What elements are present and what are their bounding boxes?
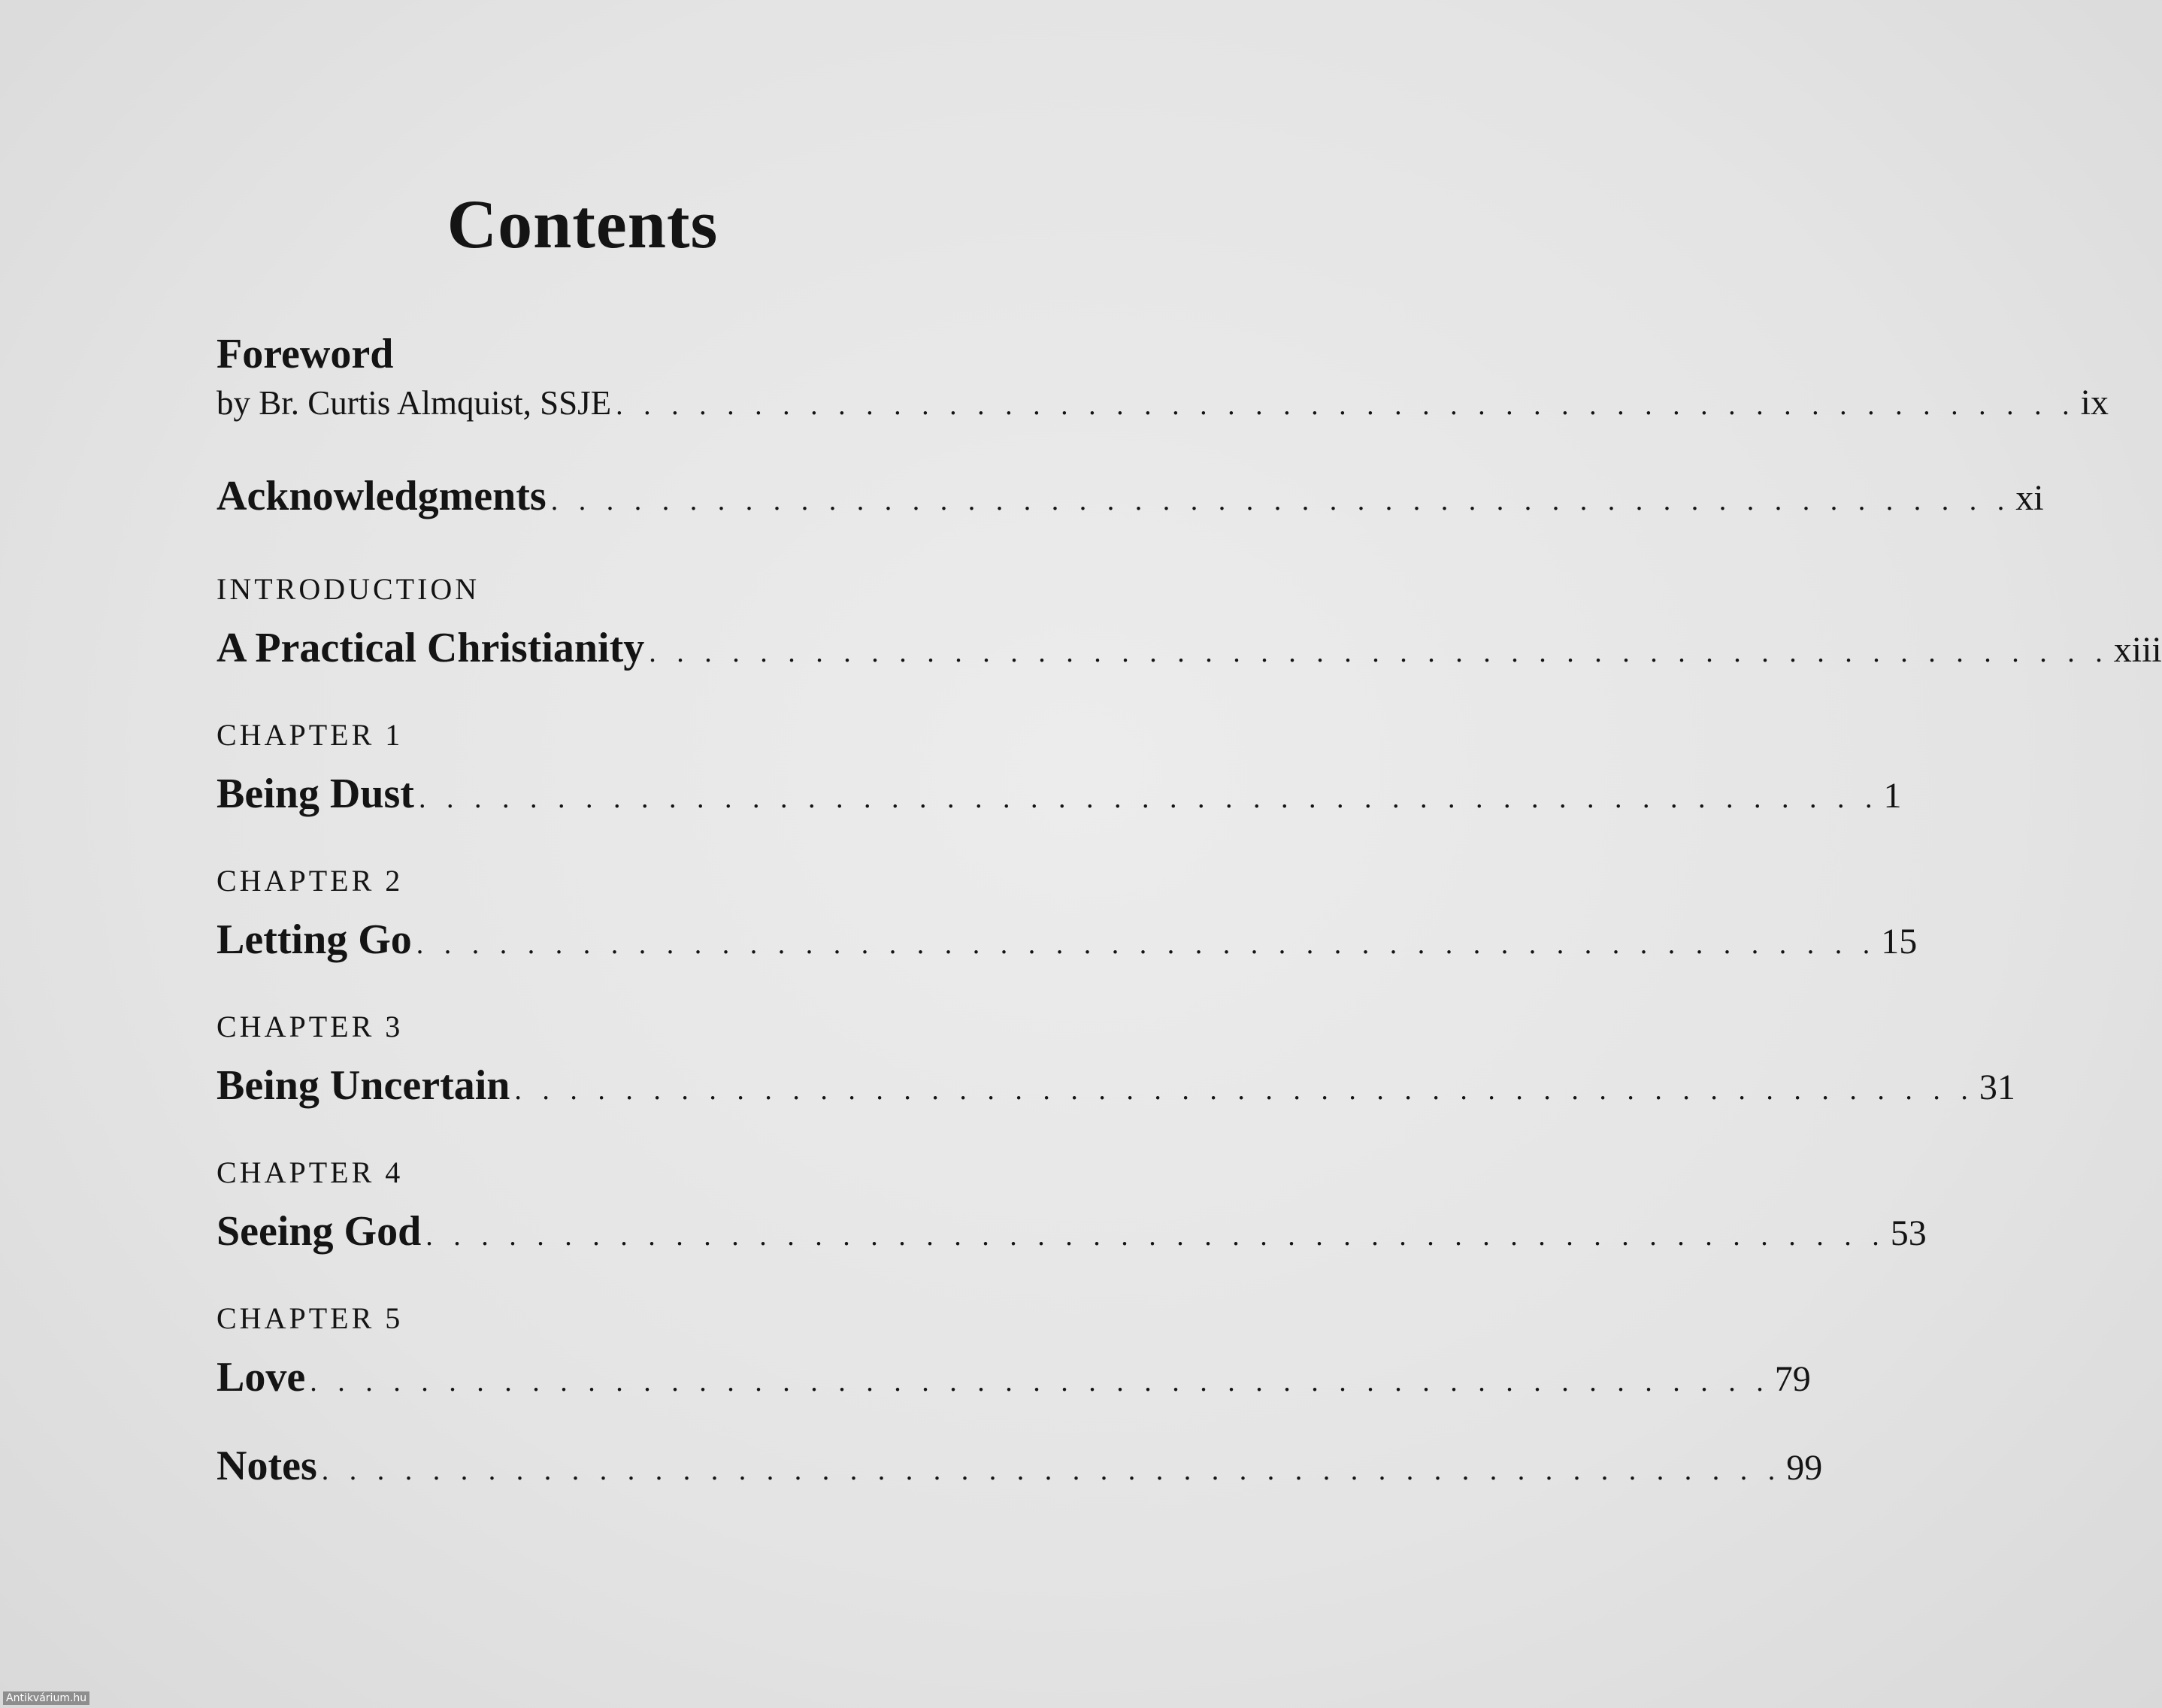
introduction-row (217, 624, 2162, 672)
dot-leader: . . . . . . . . . . . . . . . . . . . . . . . . . . . . . . . . . . . . . . . . . . . . . . . . . . . . . (310, 1366, 1770, 1398)
dot-leader: . . . . . . . . . . . . . . . . . . . . . . . . . . . . . . . . . . . . . . . . . . . . . . . . . . . . . (416, 928, 1877, 960)
toc-entry-chapter-5 (217, 1301, 1811, 1401)
entry-label: CHAPTER 5 (217, 1301, 404, 1335)
entry-label: CHAPTER 1 (217, 718, 404, 752)
chapter-1-row (217, 770, 1902, 818)
entry-title: A Practical Christianity (217, 625, 645, 671)
entry-label: CHAPTER 4 (217, 1155, 404, 1189)
dot-leader: . . . . . . . . . . . . . . . . . . . . . . . . . . . . . . . . . . . . . . . . . . . . . . . . . . . . . (616, 389, 2076, 421)
page-number: 31 (1979, 1068, 2015, 1107)
entry-title: Seeing God (217, 1208, 422, 1255)
toc-entry-foreword (217, 331, 2109, 423)
acknowledgments-row (217, 472, 2044, 520)
toc-entry-chapter-2 (217, 863, 1918, 964)
page-number: 99 (1786, 1448, 1823, 1488)
dot-leader: . . . . . . . . . . . . . . . . . . . . . . . . . . . . . . . . . . . . . . . . . . . . . . . . . . . . . (649, 637, 2109, 668)
toc-entry-chapter-3 (217, 1009, 2015, 1110)
toc-entry-acknowledgments (217, 472, 2044, 520)
entry-title: Love (217, 1354, 306, 1401)
watermark-text: Antikvárium.hu (3, 1691, 89, 1705)
page-title: Contents (447, 186, 719, 262)
foreword-heading: Foreword (217, 331, 394, 377)
entry-title: Acknowledgments (217, 473, 547, 519)
dot-leader: . . . . . . . . . . . . . . . . . . . . . . . . . . . . . . . . . . . . . . . . . . . . . . . . . . . . . (425, 1220, 1886, 1252)
dot-leader: . . . . . . . . . . . . . . . . . . . . . . . . . . . . . . . . . . . . . . . . . . . . . . . . . . . . . (550, 485, 2012, 516)
page-number: 79 (1774, 1359, 1811, 1399)
page-number: xiii (2113, 630, 2162, 670)
page-number: ix (2080, 383, 2109, 422)
notes-row (217, 1442, 1823, 1490)
entry-label: CHAPTER 2 (217, 864, 404, 898)
chapter-3-row (217, 1061, 2015, 1110)
dot-leader: . . . . . . . . . . . . . . . . . . . . . . . . . . . . . . . . . . . . . . . . . . . . . . . . . . . . . (418, 783, 1879, 814)
entry-title: Notes (217, 1443, 317, 1489)
toc-entry-notes (217, 1442, 1823, 1490)
chapter-5-row (217, 1353, 1811, 1401)
page-number: 1 (1883, 776, 1902, 816)
page-number: 15 (1881, 922, 1918, 962)
toc-entry-introduction (217, 571, 2162, 672)
page-number: xi (2015, 478, 2044, 518)
foreword-byline: by Br. Curtis Almquist, SSJE (217, 384, 612, 422)
dot-leader: . . . . . . . . . . . . . . . . . . . . . . . . . . . . . . . . . . . . . . . . . . . . . . . . . . . . . (514, 1074, 1975, 1106)
toc-entry-chapter-4 (217, 1155, 1927, 1255)
toc-entry-chapter-1 (217, 717, 1902, 818)
foreword-row (217, 382, 2109, 423)
chapter-2-row (217, 916, 1918, 964)
entry-label: CHAPTER 3 (217, 1010, 404, 1043)
entry-label: INTRODUCTION (217, 572, 480, 606)
chapter-4-row (217, 1207, 1927, 1255)
entry-title: Letting Go (217, 916, 412, 963)
dot-leader: . . . . . . . . . . . . . . . . . . . . . . . . . . . . . . . . . . . . . . . . . . . . . . . . . . . . . (321, 1455, 1782, 1486)
page-number: 53 (1890, 1213, 1927, 1253)
entry-title: Being Dust (217, 771, 414, 817)
entry-title: Being Uncertain (217, 1062, 510, 1109)
